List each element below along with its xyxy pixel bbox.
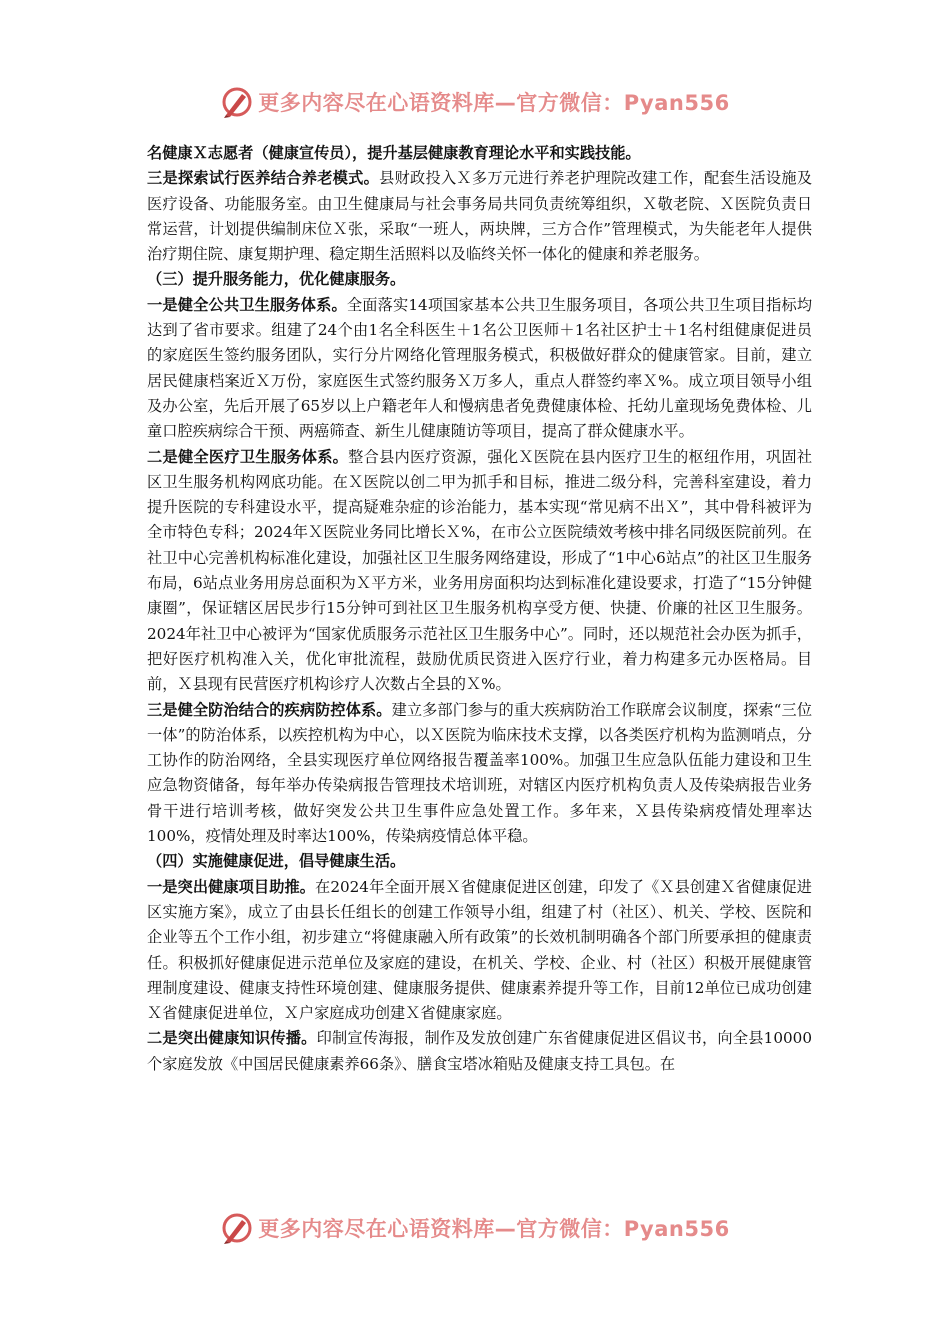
paragraph-lead: 一是健全公共卫生服务体系。 [147,295,347,314]
header-banner-text: 更多内容尽在心语资料库—官方微信：Pyan556 [258,91,730,115]
pen-logo-icon [220,85,254,119]
document-body [147,141,812,1077]
section-heading-4 [147,849,812,874]
paragraph-lead: 一是突出健康项目助推。 [147,877,316,896]
paragraph-text: 整合县内医疗资源，强化Ｘ医院在县内医疗卫生的枢纽作用，巩固社区卫生服务机构网底功能。在Ｘ医院以创二甲为抓手和目标，推进二级分科，完善科室建设，着力提升医院的专科建设水平，提高疑难杂症的诊治能力，基本实现“常见病不出Ｘ”，其中骨科被评为全市特色专科；2024年Ｘ医院业务同比增长Ｘ%，在市公立医院绩效考核中排名同级医院前列。在社卫中心完善机构标准化建设，加强社区卫生服务网络建设，形成了“1中心6站点”的社区卫生服务布局，6站点业务用房总面积为Ｘ平方米，业务用房面积均达到标准化建设要求，打造了“15分钟健康圈”，保证辖区居民步行15分钟可到社区卫生服务机构享受方便、快捷、价廉的社区卫生服务。2024年社卫中心被评为“国家优质服务示范社区卫生服务中心”。同时，还以规范社会办医为抓手，把好医疗机构准入关，优化审批流程，鼓励优质民资进入医疗行业，着力构建多元办医格局。目前，Ｘ县现有民营医疗机构诊疗人次数占全县的Ｘ%。 [147,447,813,694]
heading-text: （三）提升服务能力，优化健康服务。 [147,270,406,289]
paragraph-text: 全面落实14项国家基本公共卫生服务项目，各项公共卫生项目指标均达到了省市要求。组建了24个由1名全科医生＋1名公卫医师＋1名社区护士＋1名村组健康促进员的家庭医生签约服务团队，实行分片网络化管理服务模式，积极做好群众的健康管家。目前，建立居民健康档案近Ｘ万份，家庭医生式签约服务Ｘ万多人，重点人群签约率Ｘ%。成立项目领导小组及办公室，先后开展了65岁以上户籍老年人和慢病患者免费健康体检、托幼儿童现场免费体检、儿童口腔疾病综合干预、两癌筛查、新生儿健康随访等项目，提高了群众健康水平。 [147,295,813,441]
footer-banner-text: 更多内容尽在心语资料库—官方微信：Pyan556 [258,1217,730,1241]
paragraph-lead: 二是健全医疗卫生服务体系。 [147,447,349,466]
paragraph-lead: 三是探索试行医养结合养老模式。 [147,169,380,188]
paragraph-text: 县财政投入Ｘ多万元进行养老护理院改建工作，配套生活设施及医疗设备、功能服务室。由卫生健康局与社会事务局共同负责统筹组织，Ｘ敬老院、Ｘ医院负责日常运营，计划提供编制床位Ｘ张，采取“一班人，两块牌，三方合作”管理模式，为失能老年人提供治疗期住院、康复期护理、稳定期生活照料以及临终关怀一体化的健康和养老服务。 [147,169,813,264]
header-banner [0,82,950,122]
paragraph-4 [147,445,812,698]
footer-banner [0,1208,950,1248]
paragraph-lead: 二是突出健康知识传播。 [147,1029,317,1048]
section-heading-3 [147,267,812,292]
paragraph-5 [147,698,812,850]
paragraph-0 [147,141,812,166]
paragraph-text: 印制宣传海报，制作及发放创建广东省健康促进区倡议书，向全县10000个家庭发放《中国居民健康素养66条》、膳食宝塔冰箱贴及健康支持工具包。在 [147,1029,812,1073]
paragraph-text: 建立多部门参与的重大疾病防治工作联席会议制度，探索“三位一体”的防治体系，以疾控机构为中心，以Ｘ医院为临床技术支撑，以各类医疗机构为监测哨点，分工协作的防治网络，全县实现医疗单位网络报告覆盖率100%。加强卫生应急队伍能力建设和卫生应急物资储备，每年举办传染病报告管理技术培训班，对辖区内医疗机构负责人及传染病报告业务骨干进行培训考核，做好突发公共卫生事件应急处置工作。多年来，Ｘ县传染病疫情处理率达100%，疫情处理及时率达100%，传染病疫情总体平稳。 [147,700,813,846]
paragraph-1 [147,166,812,267]
paragraph-8 [147,1026,812,1077]
pen-logo-icon [220,1211,254,1245]
paragraph-text: 在2024年全面开展Ｘ省健康促进区创建，印发了《Ｘ县创建Ｘ省健康促进区实施方案》，成立了由县长任组长的创建工作领导小组，组建了村（社区）、机关、学校、医院和企业等五个工作小组，初步建立“将健康融入所有政策”的长效机制明确各个部门所要承担的健康责任。积极抓好健康促进示范单位及家庭的建设，在机关、学校、企业、村（社区）积极开展健康管理制度建设、健康支持性环境创建、健康服务提供、健康素养提升等工作，目前12单位已成功创建Ｘ省健康促进单位，Ｘ户家庭成功创建Ｘ省健康家庭。 [147,877,812,1023]
heading-text: （四）实施健康促进，倡导健康生活。 [147,852,406,871]
paragraph-text: 名健康Ｘ志愿者（健康宣传员），提升基层健康教育理论水平和实践技能。 [147,144,641,162]
paragraph-lead: 三是健全防治结合的疾病防控体系。 [147,700,392,719]
paragraph-3 [147,293,812,445]
paragraph-7 [147,875,812,1027]
